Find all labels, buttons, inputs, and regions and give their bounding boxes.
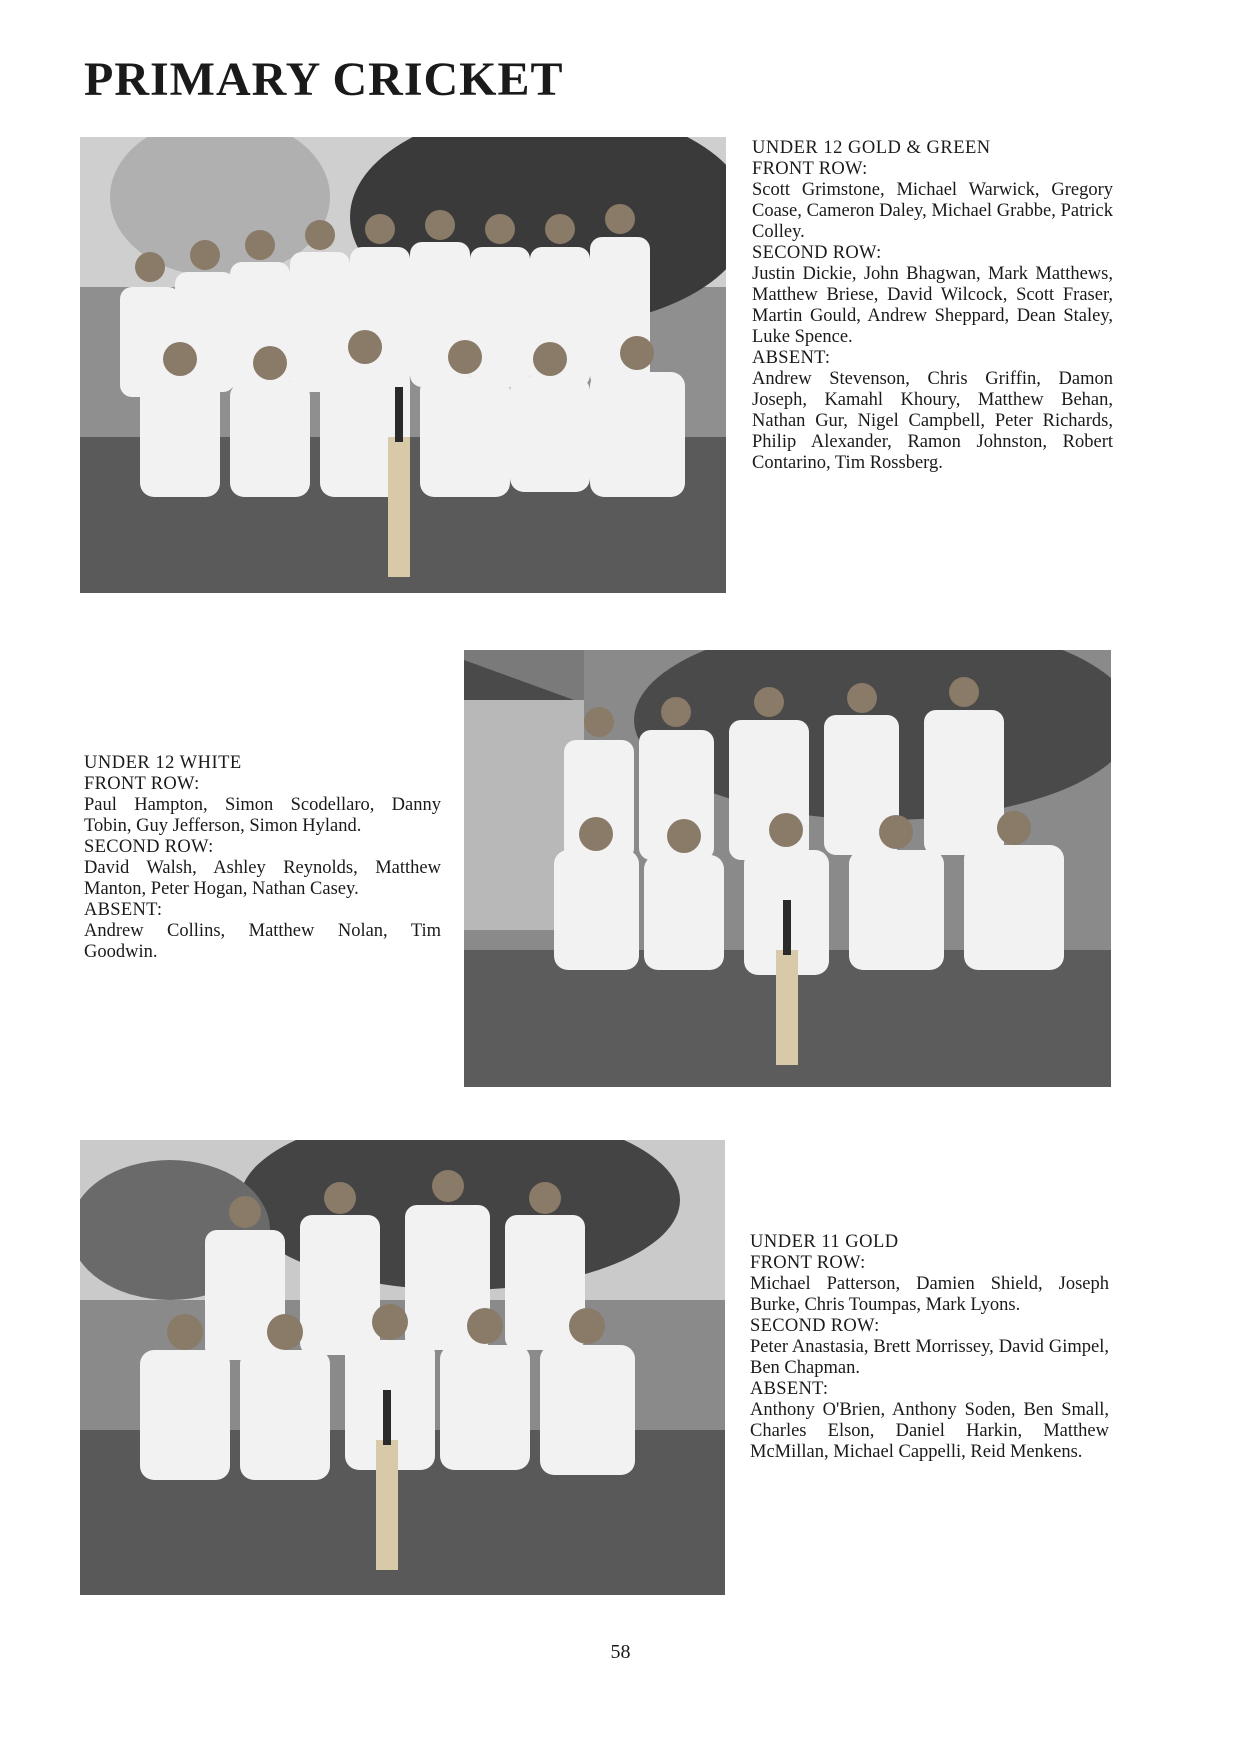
second-row-heading: SECOND ROW: xyxy=(84,837,214,857)
second-row-names: Peter Anastasia, Brett Morrissey, David Gimpel, Ben Chapman. xyxy=(750,1337,1109,1378)
second-row-names: David Walsh, Ashley Reynolds, Matthew Manton, Peter Hogan, Nathan Casey. xyxy=(84,858,441,899)
second-row-heading: SECOND ROW: xyxy=(752,243,882,263)
absent-names: Anthony O'Brien, Anthony Soden, Ben Small, Charles Elson, Daniel Harkin, Matthew McMillan, Michael Cappelli, Reid Menkens. xyxy=(750,1400,1109,1462)
team-title: UNDER 11 GOLD xyxy=(750,1232,899,1252)
page-title: PRIMARY CRICKET xyxy=(84,53,564,106)
front-row-heading: FRONT ROW: xyxy=(750,1253,866,1273)
absent-heading: ABSENT: xyxy=(750,1379,829,1399)
team-title: UNDER 12 GOLD & GREEN xyxy=(752,138,991,158)
second-row-heading: SECOND ROW: xyxy=(750,1316,880,1336)
absent-names: Andrew Collins, Matthew Nolan, Tim Goodwin. xyxy=(84,921,441,962)
absent-heading: ABSENT: xyxy=(84,900,163,920)
absent-names: Andrew Stevenson, Chris Griffin, Damon Joseph, Kamahl Khoury, Matthew Behan, Nathan Gur, Nigel Campbell, Peter Richards, Philip Alexander, Ramon Johnston, Robert Contarino, Tim Rossberg. xyxy=(752,369,1113,473)
front-row-heading: FRONT ROW: xyxy=(752,159,868,179)
page-number: 58 xyxy=(610,1641,631,1663)
front-row-names: Scott Grimstone, Michael Warwick, Gregory Coase, Cameron Daley, Michael Grabbe, Patrick Colley. xyxy=(752,180,1113,242)
second-row-names: Justin Dickie, John Bhagwan, Mark Matthews, Matthew Briese, David Wilcock, Scott Fraser, Martin Gould, Andrew Sheppard, Dean Staley, Luke Spence. xyxy=(752,264,1113,347)
team-photo-under-11-gold xyxy=(80,1140,725,1595)
team-block-under-12-gold-green xyxy=(752,138,1113,474)
absent-heading: ABSENT: xyxy=(752,348,831,368)
front-row-names: Paul Hampton, Simon Scodellaro, Danny Tobin, Guy Jefferson, Simon Hyland. xyxy=(84,795,441,836)
front-row-heading: FRONT ROW: xyxy=(84,774,200,794)
team-photo-under-12-white xyxy=(464,650,1111,1087)
team-title: UNDER 12 WHITE xyxy=(84,753,242,773)
team-photo-under-12-gold-green xyxy=(80,137,726,593)
front-row-names: Michael Patterson, Damien Shield, Joseph Burke, Chris Toumpas, Mark Lyons. xyxy=(750,1274,1109,1315)
team-block-under-11-gold xyxy=(750,1232,1109,1463)
team-block-under-12-white xyxy=(84,753,441,963)
